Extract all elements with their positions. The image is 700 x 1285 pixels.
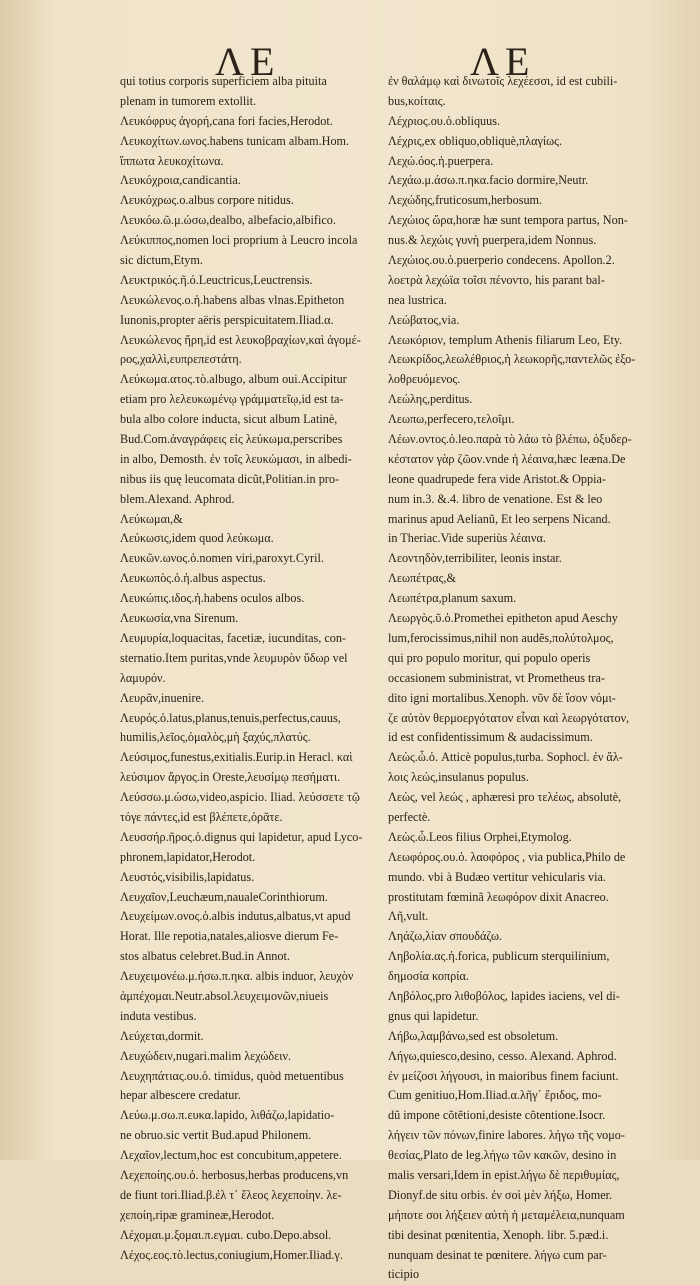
dictionary-line: Λευχαῖον,Leuchæum,naualeCorinthiorum. (120, 889, 328, 904)
dictionary-line: Λεώβατος,via. (388, 312, 460, 327)
dictionary-line: Ληβολία.ας.ἡ.forica, publicum sterquilinium, (388, 949, 610, 964)
dictionary-line: Λεύω.μ.σω.π.ευκα.lapido, λιθάζω,lapidatio- (120, 1108, 335, 1123)
dictionary-line: dito igni mortalibus.Xenoph. νῦν δὲ ἴσον νόμι- (388, 690, 616, 705)
dictionary-line: Dionyf.de situ orbis. ἐν σοὶ μὲν λήξω, Homer. (388, 1187, 613, 1202)
dictionary-line: qui pro populo moritur, qui populo operis (388, 650, 591, 665)
dictionary-line: num in.3. &.4. libro de venatione. Est & leo (388, 491, 603, 506)
dictionary-line: Λεύσιμος,funestus,exitialis.Eurip.in Heracl. καὶ (120, 750, 353, 765)
dictionary-line: Λεωπέτρα,planum saxum. (388, 591, 517, 606)
left-column (120, 72, 412, 1265)
dictionary-line: occasionem subministrat, vt Prometheus tra- (388, 670, 605, 685)
dictionary-line: induta vestibus. (120, 1008, 197, 1023)
dictionary-line: Λεύσσω.μ.ώσω,video,aspicio. Iliad. λεύσσετε τῷ (120, 790, 360, 805)
dictionary-line: Λεύκιππος,nomen loci proprium à Leucro incola (120, 233, 358, 248)
dictionary-line: Λεύκωμα.ατος.τὸ.albugo, album oui.Accipitur (120, 372, 347, 387)
dictionary-line: Λήβω,λαμβάνω,sed est obsoletum. (388, 1028, 559, 1043)
dictionary-line: nus.& λεχώις γυνὴ puerpera,idem Nonnus. (388, 233, 597, 248)
dictionary-line: τόγε πάντες,id est βλέπετε,ὁρᾶτε. (120, 809, 283, 824)
dictionary-line: Λευκώλενος.ο.ἡ.habens albas vlnas.Epitheton (120, 292, 345, 307)
dictionary-line: Λεωπέτρας,& (388, 571, 456, 586)
dictionary-line: gnus qui lapidetur. (388, 1008, 479, 1023)
dictionary-line: Iunonis,propter aëris perspicuitatem.Iliad.α. (120, 312, 334, 327)
dictionary-line: ticipio (388, 1267, 420, 1282)
dictionary-line: hepar albescere credatur. (120, 1088, 241, 1103)
dictionary-line: Λεχαῖον,lectum,hoc est concubitum,appetere. (120, 1148, 342, 1163)
dictionary-line: λοθρευόμενος. (388, 372, 461, 387)
dictionary-line: Λεὼς.ὦ.ὁ. Atticè populus,turba. Sophocl. ἐν ἄλ- (388, 750, 623, 765)
dictionary-line: malis versari,Idem in epist.λήγω δὲ περιθυμίας, (388, 1167, 620, 1182)
dictionary-line: ζε αὐτὸν θερμοεργότατον εἶναι καὶ λεωργότατον, (388, 710, 630, 725)
dictionary-line: ἵππωτα λευκοχίτωνα. (120, 153, 224, 168)
dictionary-line: leone quadrupede fera vide Aristot.& Oppia- (388, 471, 606, 486)
dictionary-line: κέστατον γὰρ ζῶον.vnde ἡ λέαινα,hæc leæna.De (388, 451, 626, 466)
dictionary-line: Λεχώδης,fruticosum,herbosum. (388, 193, 543, 208)
dictionary-line: λεύσιμον ἄργος.in Oreste,λευσίμῳ πεσήματι. (120, 770, 341, 785)
dictionary-line: θεσίας,Plato de leg.λήγω τῶν κακῶν, desino in (388, 1148, 617, 1163)
dictionary-line: Λεχεποίης.ου.ὁ. herbosus,herbas producens,vn (120, 1167, 349, 1182)
dictionary-line: etiam pro λελευκωμένῳ γράμματεῖῳ,id est ta- (120, 392, 344, 407)
dictionary-line: Λεύκωμαι,& (120, 511, 183, 526)
dictionary-line: λοις λεώς,insulanus populus. (388, 770, 529, 785)
dictionary-line: Λευκώλενος ἥρη,id est λευκοβραχίων,καὶ ἀγομέ- (120, 332, 361, 347)
dictionary-line: Λευκοχίτων.ωνος.habens tunicam albam.Hom. (120, 133, 350, 148)
dictionary-line: plenam in tumorem extollit. (120, 93, 257, 108)
dictionary-line: Λεὼς, vel λεώς , aphæresi pro τελέως, absolutè, (388, 790, 622, 805)
right-column (388, 72, 680, 1285)
dictionary-line: χεποίη,ripæ gramineæ,Herodot. (120, 1207, 275, 1222)
dictionary-line: bus,κοίταις. (388, 93, 446, 108)
dictionary-line: ρος,χαλλὶ,ευπρεπεστάτη. (120, 352, 242, 367)
dictionary-line: Λέχομαι.μ.ξομαι.π.εγμαι. cubo.Depo.absol. (120, 1227, 332, 1242)
dictionary-line: Λευσσήρ.ῆρος.ὁ.dignus qui lapidetur, apud Lyco- (120, 829, 363, 844)
dictionary-line: sternatio.Item puritas,vnde λευμυρὸν ὕδωρ vel (120, 650, 348, 665)
dictionary-line: de fiunt tori.Iliad.β.ἐλ τ᾽ ἕλεος λεχεποίην. λε- (120, 1187, 342, 1202)
dictionary-line: Λέων.οντος.ὁ.leo.παρὰ τὸ λάω τὸ βλέπω, ὀξυδερ- (388, 432, 632, 447)
dictionary-line: blem.Alexand. Aphrod. (120, 491, 235, 506)
dictionary-line: ne obruo.sic vertit Bud.apud Philonem. (120, 1128, 312, 1143)
dictionary-line: Λευκόχροια,candicantia. (120, 173, 241, 188)
dictionary-line: bula albo colore inducta, sicut album Latinè, (120, 412, 338, 427)
dictionary-line: Λευκτρικός.ῆ.ό.Leuctricus,Leuctrensis. (120, 272, 313, 287)
dictionary-line: mundo. vbi à Budæo vertitur vehicularis via. (388, 869, 606, 884)
dictionary-line: Λεωφόρος.ου.ὁ. λαοφόρος , via publica,Philo de (388, 849, 626, 864)
dictionary-line: Ληβόλος,pro λιθοβόλος, lapides iaciens, vel di- (388, 988, 620, 1003)
dictionary-line: Λήγω,quiesco,desino, cesso. Alexand. Aphrod. (388, 1048, 617, 1063)
dictionary-line: id est confidentissimum & audacissimum. (388, 730, 593, 745)
dictionary-line: Λέχριος.ου.ὁ.obliquus. (388, 113, 501, 128)
dictionary-line: ἐν μείζοσι λήγουσι, in maioribus finem faciunt. (388, 1068, 619, 1083)
dictionary-line: Ληάζω,λίαν σπουδάζω. (388, 929, 503, 944)
dictionary-line: Λεχώιος ὥρα,horæ hæ sunt tempora partus, Non- (388, 213, 628, 228)
dictionary-line: sic dictum,Etym. (120, 253, 203, 268)
dictionary-line: Λεύκωσις,idem quod λεύκωμα. (120, 531, 274, 546)
dictionary-line: Λεωργὸς.ῦ.ὁ.Promethei epitheton apud Aeschy (388, 611, 618, 626)
dictionary-line: λαμυρόν. (120, 670, 166, 685)
dictionary-line: Λευμυρία,loquacitas, facetiæ, iucunditas, con- (120, 630, 346, 645)
dictionary-line: Λεὼς.ὦ.Leos filius Orphei,Etymolog. (388, 829, 572, 844)
dictionary-line: in albo, Demosth. ἐν τοῖς λευκώμασι, in albedi- (120, 451, 352, 466)
dictionary-line: qui totius corporis superficiem alba pituita (120, 74, 327, 88)
dictionary-line: nunquam desinat te pœnitere. λήγω cum par- (388, 1247, 607, 1262)
dictionary-line: δημοσία κοπρία. (388, 969, 469, 984)
dictionary-line: phronem,lapidator,Herodot. (120, 849, 256, 864)
dictionary-line: Cum genitiuo,Hom.Iliad.α.λῆγ᾽ ἔριδος, mo- (388, 1088, 602, 1103)
dictionary-line: Λευκωπὸς.ὁ.ἡ.albus aspectus. (120, 571, 266, 586)
dictionary-line: Λεώλης,perditus. (388, 392, 473, 407)
dictionary-line: Λεχάω.μ.άσω.π.ηκα.facio dormire,Neutr. (388, 173, 589, 188)
dictionary-line: Λευκῶν.ωνος.ὁ.nomen viri,paroxyt.Cyril. (120, 551, 324, 566)
dictionary-line: Λευκόω.ῶ.μ.ώσω,dealbo, albefacio,albifico. (120, 213, 336, 228)
dictionary-line: perfectè. (388, 809, 431, 824)
dictionary-line: ἐν θαλάμῳ καὶ δινωτοῖς λεχέεσσι, id est cubili- (388, 74, 618, 88)
dictionary-line: λοετρὰ λεχώϊα τοῖσι πένοντο, his parant bal- (388, 272, 605, 287)
dictionary-line: Λῆ,vult. (388, 909, 429, 924)
dictionary-line: Λεοντηδὸν,terribiliter, leonis instar. (388, 551, 562, 566)
dictionary-line: prostitutam fœminã λεωφόρον dixit Anacreo. (388, 889, 609, 904)
dictionary-line: humilis,λεῖος,ὁμαλὸς,μὴ ξαχύς,πλατύς. (120, 730, 311, 745)
dictionary-line: Λεχώιος.ου.ὁ.puerperio condecens. Apollon.2. (388, 253, 615, 268)
dictionary-line: Λέχος.εος.τὸ.lectus,coniugium,Homer.Iliad.γ. (120, 1247, 343, 1262)
dictionary-line: Λεύχεται,dormit. (120, 1028, 204, 1043)
dictionary-line: Λεωπω,perfecero,τελοῖμι. (388, 412, 515, 427)
dictionary-line: Λευχειμονέω.μ.ήσω.π.ηκα. albis induor, λευχὸν (120, 969, 354, 984)
dictionary-line: Λεωκρίδος,λεωλέθριος,ἡ λεωκορῆς,παντελῶς ἐξο- (388, 352, 636, 367)
dictionary-line: Λευρᾶν,inuenire. (120, 690, 204, 705)
dictionary-line: tibi desinat pœnitentia, Xenoph. libr. 5.pæd.i. (388, 1227, 609, 1242)
right-running-head: ΛΕ (470, 39, 536, 84)
dictionary-line: nibus iis quę leucomata dicũt,Politian.in pro- (120, 471, 340, 486)
dictionary-line: Λεωκόριον, templum Athenis filiarum Leo, Ety. (388, 332, 623, 347)
dictionary-line: μήποτε σοι λήξειεν αὐτὴ ἡ μεταμέλεια,nunquam (388, 1207, 625, 1222)
dictionary-line: Horat. Ille repotia,natales,aliosve dierum Fe- (120, 929, 339, 944)
dictionary-line: stos albatus celebret.Bud.in Annot. (120, 949, 290, 964)
dictionary-line: λήγειν τῶν πόνων,finire labores. λήγω τῆς νομο- (388, 1128, 625, 1143)
dictionary-line: in Theriac.Vide superiùs λέαινα. (388, 531, 546, 546)
dictionary-line: Λευχείμων.ονος.ὁ.albis indutus,albatus,vt apud (120, 909, 351, 924)
dictionary-line: Λευκώπις.ιδος.ἡ.habens oculos albos. (120, 591, 305, 606)
dictionary-line: Λέχρις,ex obliquo,obliquè,πλαγίως. (388, 133, 563, 148)
dictionary-line: Λεχώ.όος.ἡ.puerpera. (388, 153, 494, 168)
left-running-head: ΛΕ (215, 39, 281, 84)
dictionary-line: Λευκόχρως.ο.albus corpore nitidus. (120, 193, 294, 208)
dictionary-line: Λευχώδειν,nugari.malim λεχώδειν. (120, 1048, 292, 1063)
dictionary-line: Λευρός.ὁ.latus,planus,tenuis,perfectus,cauus, (120, 710, 341, 725)
dictionary-line: dũ impone cõtẽtioni,desiste cõtentione.Isocr. (388, 1108, 606, 1123)
dictionary-line: Λευκωσία,vna Sirenum. (120, 611, 239, 626)
dictionary-line: ἀμπέχομαι.Neutr.absol.λευχειμονῶν,niueis (120, 988, 329, 1003)
dictionary-line: nea lustrica. (388, 292, 447, 307)
dictionary-line: Λευκόφρυς ἀγορή,cana fori facies,Herodot. (120, 113, 333, 128)
dictionary-line: marinus apud Aelianũ, Et leo serpens Nicand. (388, 511, 611, 526)
dictionary-line: Bud.Com.ἀναγράφεις εἰς λεύκωμα,perscribes (120, 432, 343, 447)
dictionary-line: lum,ferocissimus,nihil non audẽs,πολύτολμος, (388, 630, 614, 645)
dictionary-line: Λευχηπάτιας.ου.ὁ. timidus, quòd metuentibus (120, 1068, 344, 1083)
dictionary-line: Λευστός,visibilis,lapidatus. (120, 869, 255, 884)
